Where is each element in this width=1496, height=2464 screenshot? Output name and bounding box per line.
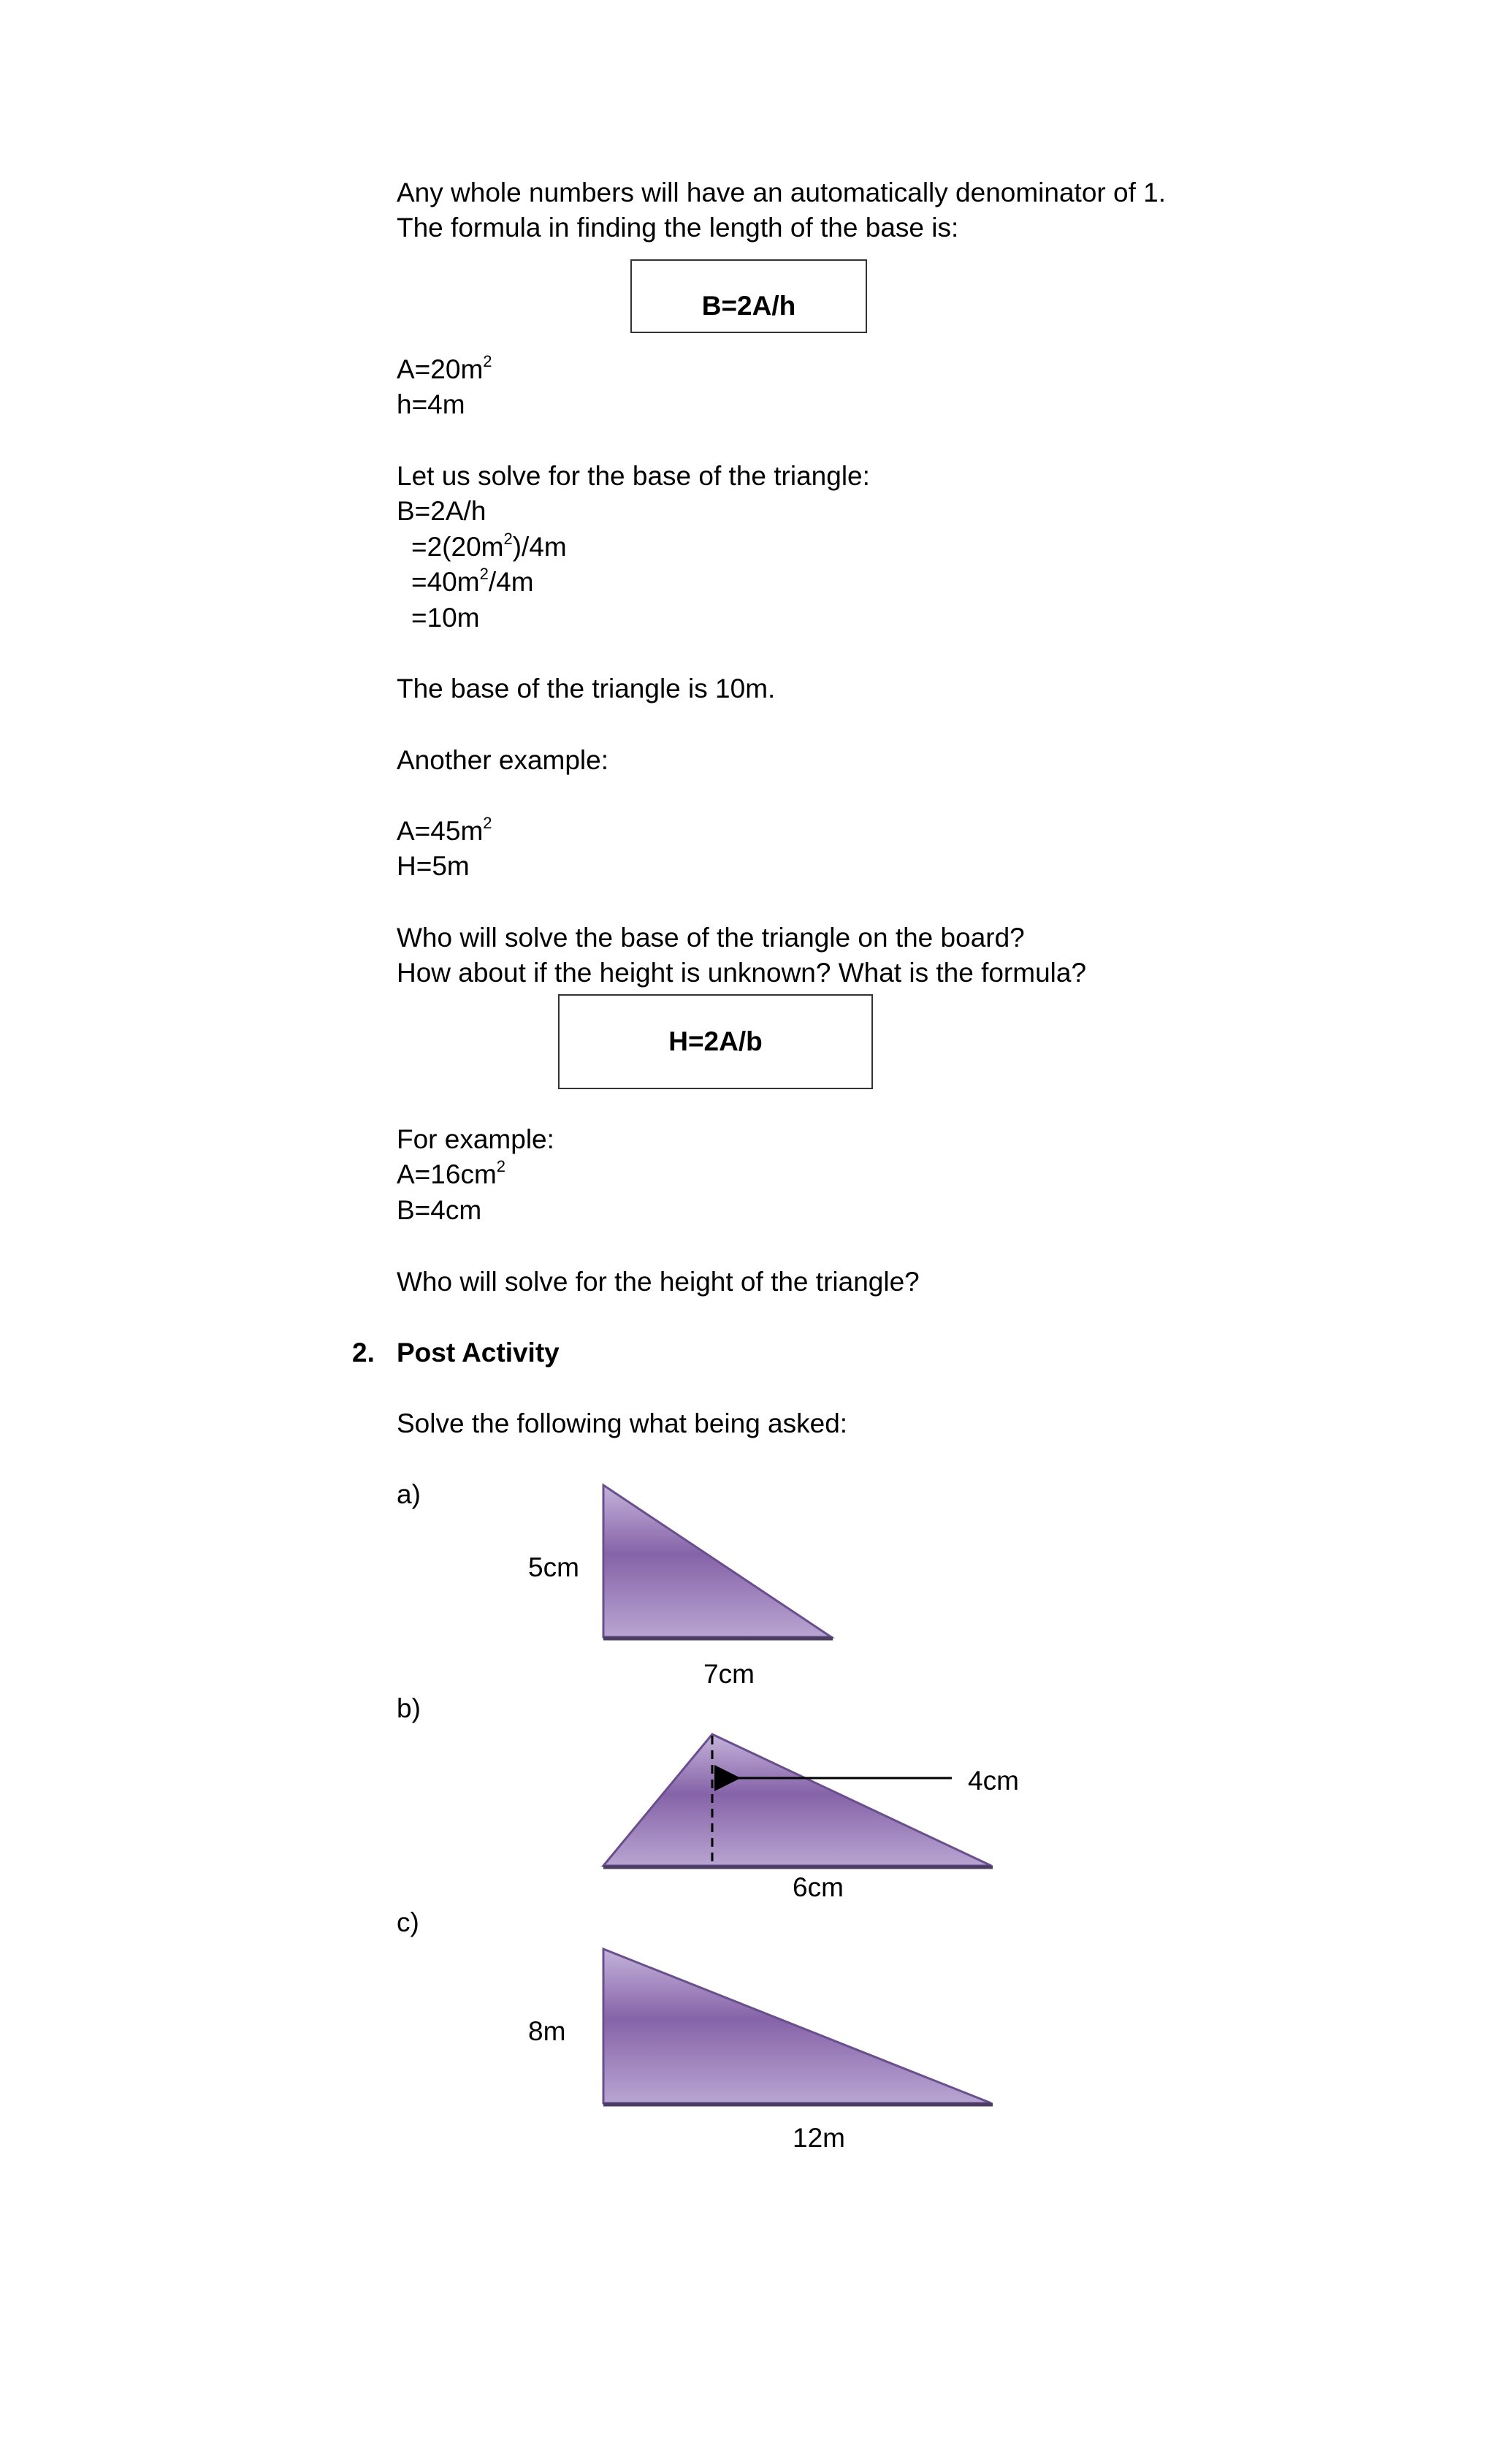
formula-height-text: H=2A/b bbox=[668, 1026, 763, 1056]
section-number: 2. bbox=[352, 1338, 375, 1368]
intro-line-2: The formula in finding the length of the base is: bbox=[397, 213, 959, 243]
instruction-text: Solve the following what being asked: bbox=[397, 1408, 848, 1438]
result-text: The base of the triangle is 10m. bbox=[397, 674, 776, 703]
solve-step-0: B=2A/h bbox=[397, 496, 486, 526]
given-height-2: H=5m bbox=[397, 851, 470, 881]
triangle-a bbox=[603, 1485, 833, 1639]
problem-a-height: 5cm bbox=[528, 1552, 579, 1582]
formula-base-text: B=2A/h bbox=[701, 290, 796, 321]
problem-a-base: 7cm bbox=[703, 1659, 755, 1689]
section-title: Post Activity bbox=[397, 1338, 560, 1368]
problem-c-height: 8m bbox=[528, 2016, 566, 2046]
problem-b-height: 4cm bbox=[968, 1766, 1019, 1796]
problem-c-base: 12m bbox=[793, 2123, 845, 2153]
another-example-label: Another example: bbox=[397, 745, 609, 775]
solve-intro: Let us solve for the base of the triangle: bbox=[397, 461, 870, 491]
solve-step-3: =10m bbox=[411, 603, 480, 633]
example-area: $A=16cm^2$ bbox=[397, 1156, 506, 1189]
question-3: Who will solve for the height of the triangle? bbox=[397, 1267, 920, 1297]
question-2: How about if the height is unknown? What is the formula? bbox=[397, 958, 1087, 988]
problem-b-base: 6cm bbox=[793, 1872, 844, 1902]
given-height-1: h=4m bbox=[397, 389, 465, 419]
problem-b-label: b) bbox=[397, 1693, 421, 1723]
given-area-1: $A=20m^2$ bbox=[397, 351, 492, 384]
given-area-2: $A=45m^2$ bbox=[397, 813, 492, 846]
solve-step-2: $=40m^2/4m$ bbox=[411, 564, 534, 597]
triangle-c bbox=[603, 1949, 993, 2105]
example-label: For example: bbox=[397, 1124, 554, 1154]
solve-step-1: $=2(20m^2)/4m$ bbox=[411, 529, 567, 562]
triangle-b bbox=[603, 1734, 993, 1867]
problem-a-label: a) bbox=[397, 1479, 421, 1509]
intro-line-1: Any whole numbers will have an automatically denominator of 1. bbox=[397, 178, 1167, 207]
problem-c-label: c) bbox=[397, 1907, 419, 1937]
question-1: Who will solve the base of the triangle on the board? bbox=[397, 923, 1025, 953]
example-base: B=4cm bbox=[397, 1195, 482, 1225]
